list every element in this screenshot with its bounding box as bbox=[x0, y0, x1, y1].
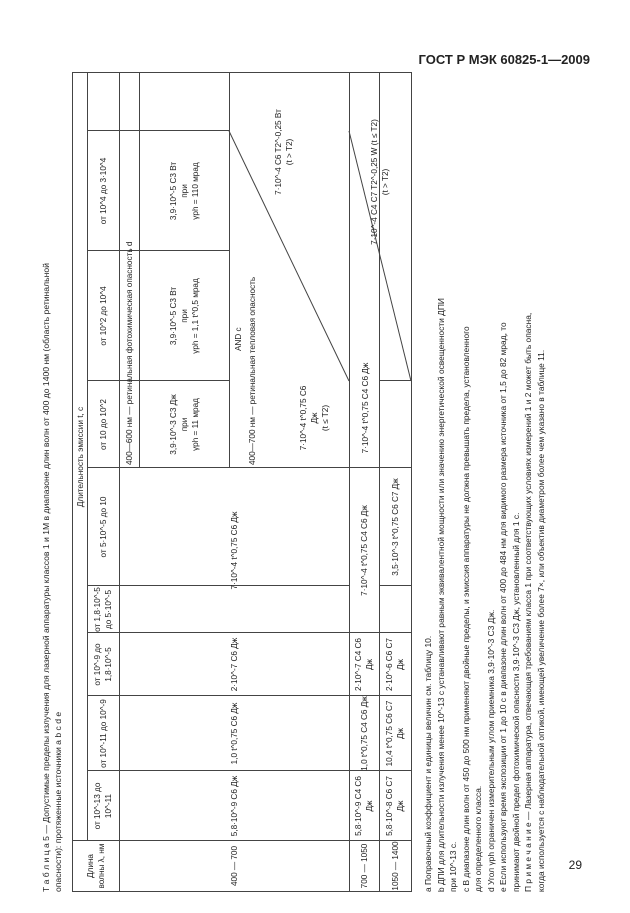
and-label: AND c bbox=[234, 327, 243, 351]
footnote-b: b ДПИ для длительности излучения менее 10^-13 с устанавливают равным эквивалентной мощности или значению энергетической освещенности ДПИ bbox=[435, 298, 446, 892]
photochemical-value-c-formula: 3,9·10^-5 C3 Вт bbox=[168, 161, 178, 221]
thermal-value-b-formula: 7·10^-4 C6 T2^-0,25 Вт bbox=[274, 109, 283, 195]
footnote-c-cont: для определенного класса. bbox=[473, 785, 483, 892]
thermal-value-b bbox=[249, 73, 319, 231]
row2-value-1: 5,8·10^-9 C4 C6 Дж bbox=[354, 776, 374, 836]
photochemical-value-a bbox=[139, 381, 229, 468]
row3-value-2: 10,4 t^0,75 C6 C7 Дж bbox=[385, 700, 405, 767]
thermal-value-a-cond: (t ≤ T2) bbox=[320, 404, 330, 432]
photochemical-value-a-formula: 3,9·10^-3 C3 Дж bbox=[168, 394, 178, 455]
row2-value-4: 7·10^-4 t^0,75 C4 C6 Дж bbox=[359, 505, 369, 596]
row3-value-1: 5,8·10^-8 C6 C7 Дж bbox=[385, 776, 405, 836]
photochemical-value-b-at: при bbox=[179, 309, 189, 323]
note-1: П р и м е ч а н и е — Лазерная аппаратура, отвечающая требованиям класса 1 при соответствующих условиях измерений 1 и 2 может быть опасна, bbox=[523, 312, 533, 892]
col-header-2: от 10^-11 до 10^-9 bbox=[98, 699, 108, 768]
row2-value-2: 1,0 t^0,75 C4 C6 Дж bbox=[359, 696, 369, 771]
rotated-table-section bbox=[40, 72, 560, 892]
row1-value-4: 7·10^-4 t^0,75 C6 Дж bbox=[229, 511, 239, 590]
thermal-value-a-unit: Дж bbox=[309, 412, 319, 424]
limits-table bbox=[72, 72, 412, 892]
row3-wavelength: 1050 — 1400 bbox=[390, 841, 400, 891]
header-wavelength: Длина волны λ, нм bbox=[86, 843, 106, 889]
caption-line-1: Т а б л и ц а 5 — Допустимые пределы излучения для лазерной аппаратуры классов 1 и 1М в диапазоне длин волн от 400 до 1400 нм (область ретинальной bbox=[41, 263, 51, 892]
photochemical-value-b-gamma: γph = 1,1 t^0,5 мрад bbox=[190, 278, 200, 354]
footnote-a: a Поправочный коэффициент и единицы величин см. таблицу 10. bbox=[423, 635, 433, 892]
footnote-c: c В диапазоне длин волн от 450 до 500 нм применяют двойные пределы, и эмиссия аппаратуры не должна превышать предела, установленного bbox=[460, 326, 471, 892]
row1-wavelength: 400 — 700 bbox=[229, 845, 239, 887]
col-header-8: от 10^4 до 3·10^4 bbox=[98, 157, 108, 225]
row1-value-3: 2·10^-7 C6 Дж bbox=[229, 637, 239, 692]
col-header-4: от 1,8·10^-5 до 5·10^-5 bbox=[93, 587, 113, 632]
header-duration: Длительность эмиссии t, с bbox=[75, 406, 85, 508]
row2-right-b bbox=[355, 73, 405, 291]
photochemical-value-a-at: при bbox=[179, 417, 189, 432]
photochemical-value-c-at: при bbox=[179, 184, 189, 198]
note-2: когда используется с наблюдательной оптикой, имеющей увеличение более 7×, или объектив диаметром более чем указано в таблице 11. bbox=[535, 349, 546, 892]
row1-value-1: 5,8·10^-9 C6 Дж bbox=[229, 775, 239, 837]
thermal-label: 400—700 нм — ретинальная тепловая опасность bbox=[247, 276, 257, 465]
photochemical-value-b-formula: 3,9·10^-5 C3 Вт bbox=[168, 286, 178, 346]
col-header-6: от 10 до 10^2 bbox=[98, 399, 108, 450]
row3-value-4: 3,5·10^-3 t^0,75 C6 C7 Дж bbox=[390, 478, 400, 576]
row2-right-b-cond: (t > T2) bbox=[381, 168, 390, 196]
table-footnotes bbox=[422, 72, 547, 892]
footnote-e-cont: принимают двойной предел фотохимической опасности 3,9·10^-3 C3 Дж, установленный для 1 с. bbox=[510, 512, 521, 892]
footnote-b-cont: при 10^-13 с. bbox=[448, 841, 458, 892]
caption-line-2: опасности): протяженные источники a b c d e bbox=[53, 711, 63, 892]
thermal-value-a bbox=[283, 373, 345, 463]
photochemical-value-a-gamma: γph = 11 мрад bbox=[190, 398, 200, 451]
page-number: 29 bbox=[568, 858, 582, 872]
thermal-value-a-formula: 7·10^-4 t^0,75 C6 bbox=[298, 385, 308, 451]
row2-right-b-formula: 7·10^-4 C4 C7 T2^-0,25 W (t ≤ T2) bbox=[370, 119, 379, 245]
col-header-3: от 10^-9 до 1,8·10^-5 bbox=[93, 643, 113, 686]
footnote-d: d Угол γph ограничен измерительным углом приемника 3,9·10^-3 C3 Дж. bbox=[485, 609, 496, 892]
footnote-e: e Если используют время экспозиции от 1 до 10 с в диапазоне длин волн от 400 до 484 нм для видимого размера источника от 1,5 до 82 мрад, то bbox=[498, 322, 508, 892]
col-header-7: от 10^2 до 10^4 bbox=[98, 286, 108, 346]
document-header: ГОСТ Р МЭК 60825-1—2009 bbox=[418, 52, 590, 67]
photochemical-value-b bbox=[139, 251, 229, 381]
row2-right-a: 7·10^-4 t^0,75 C4 C6 Дж bbox=[360, 362, 370, 454]
row3-value-3: 2·10^-6 C6 C7 Дж bbox=[385, 638, 405, 691]
photochemical-value-c-gamma: γph = 110 мрад bbox=[190, 162, 200, 220]
col-header-5: от 5·10^-5 до 10 bbox=[98, 496, 108, 558]
col-header-1: от 10^-13 до 10^-11 bbox=[93, 782, 113, 830]
photochemical-value-c bbox=[139, 131, 229, 251]
row2-wavelength: 700 — 1050 bbox=[359, 843, 369, 889]
photochemical-label: 400—600 нм — ретинальная фотохимическая опасность d bbox=[124, 241, 134, 465]
row1-value-2: 1,0 t^0,75 C6 Дж bbox=[229, 702, 239, 765]
table-caption bbox=[40, 72, 64, 892]
thermal-value-b-cond: (t > T2) bbox=[285, 138, 294, 166]
row2-value-3: 2·10^-7 C4 C6 Дж bbox=[354, 638, 374, 691]
